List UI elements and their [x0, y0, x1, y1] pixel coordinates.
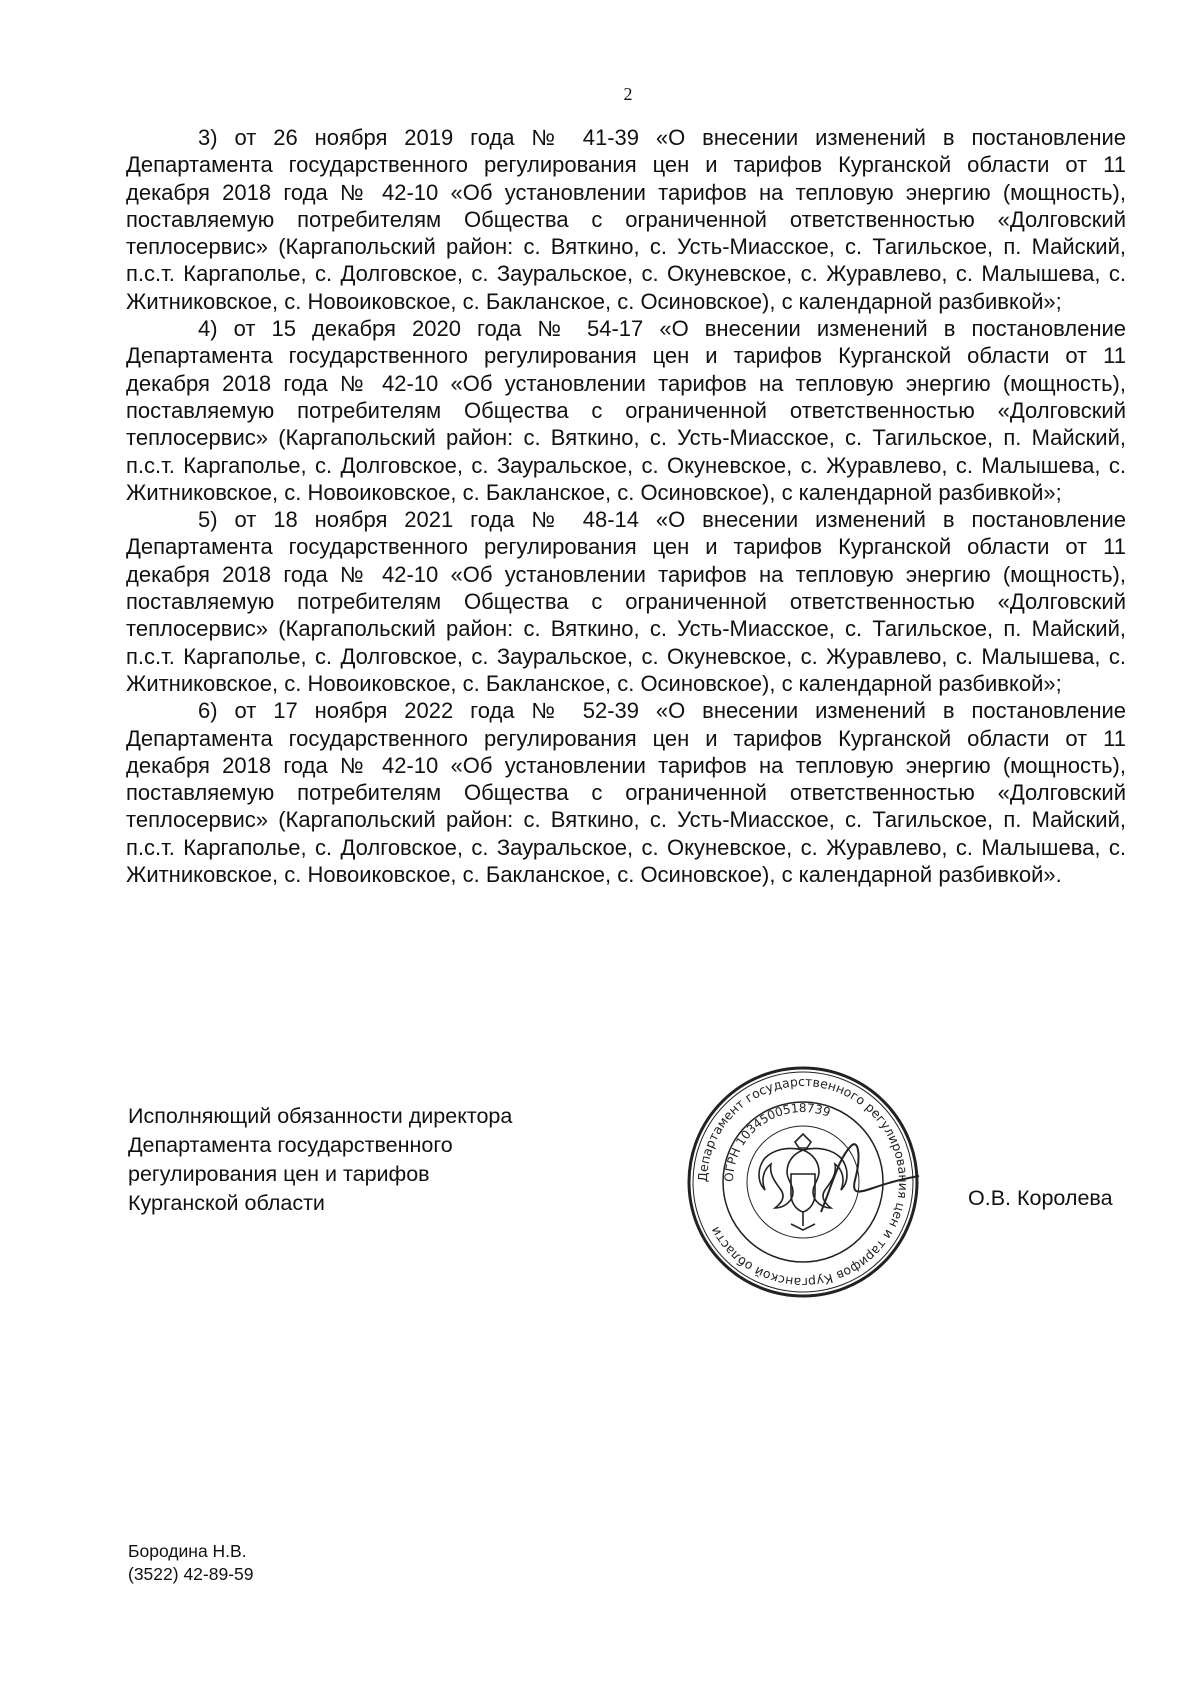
signatory-position-line: Курганской области	[128, 1191, 325, 1215]
seal-inner-text: ОГРН 1034500518739	[721, 1100, 833, 1183]
official-seal	[683, 1062, 923, 1302]
signatory-position	[128, 1102, 512, 1218]
list-item: 6) от 17 ноября 2022 года № 52-39 «О внесении изменений в постановление Департамента государственного регулирования цен и тарифов Курганской области от 11 декабря 2018 года № 42-10 «Об установлении тарифов на тепловую энергию (мощность), поставляемую потребителям Общества с ограниченной ответственностью «Долговский теплосервис» (Каргапольский район: с. Вяткино, с. Усть-Миасское, с. Тагильское, п. Майский, п.с.т. Каргаполье, с. Долговское, с. Зауральское, с. Окуневское, с. Журавлево, с. Малышева, с. Житниковское, с. Новоиковское, с. Бакланское, с. Осиновское), с календарной разбивкой».	[126, 698, 1126, 888]
seal-outer-text: Департамент государственного регулирования цен и тарифов Курганской области	[694, 1073, 912, 1291]
document-body	[126, 124, 1126, 888]
page-number: 2	[623, 84, 633, 104]
executor-name: Бородина Н.В.	[128, 1541, 247, 1561]
list-item: 4) от 15 декабря 2020 года № 54-17 «О внесении изменений в постановление Департамента государственного регулирования цен и тарифов Курганской области от 11 декабря 2018 года № 42-10 «Об установлении тарифов на тепловую энергию (мощность), поставляемую потребителям Общества с ограниченной ответственностью «Долговский теплосервис» (Каргапольский район: с. Вяткино, с. Усть-Миасское, с. Тагильское, п. Майский, п.с.т. Каргаполье, с. Долговское, с. Зауральское, с. Окуневское, с. Журавлево, с. Малышева, с. Житниковское, с. Новоиковское, с. Бакланское, с. Осиновское), с календарной разбивкой»;	[126, 316, 1126, 505]
signatory-position-line: Исполняющий обязанности директора	[128, 1104, 513, 1128]
list-item: 3) от 26 ноября 2019 года № 41-39 «О внесении изменений в постановление Департамента государственного регулирования цен и тарифов Курганской области от 11 декабря 2018 года № 42-10 «Об установлении тарифов на тепловую энергию (мощность), поставляемую потребителям Общества с ограниченной ответственностью «Долговский теплосервис» (Каргапольский район: с. Вяткино, с. Усть-Миасское, с. Тагильское, п. Майский, п.с.т. Каргаполье, с. Долговское, с. Зауральское, с. Окуневское, с. Журавлево, с. Малышева, с. Житниковское, с. Новоиковское, с. Бакланское, с. Осиновское), с календарной разбивкой»;	[126, 125, 1126, 314]
signatory-position-line: Департамента государственного	[128, 1133, 453, 1157]
signatory-position-line: регулирования цен и тарифов	[128, 1162, 430, 1186]
list-item: 5) от 18 ноября 2021 года № 48-14 «О внесении изменений в постановление Департамента государственного регулирования цен и тарифов Курганской области от 11 декабря 2018 года № 42-10 «Об установлении тарифов на тепловую энергию (мощность), поставляемую потребителям Общества с ограниченной ответственностью «Долговский теплосервис» (Каргапольский район: с. Вяткино, с. Усть-Миасское, с. Тагильское, п. Майский, п.с.т. Каргаполье, с. Долговское, с. Зауральское, с. Окуневское, с. Журавлево, с. Малышева, с. Житниковское, с. Новоиковское, с. Бакланское, с. Осиновское), с календарной разбивкой»;	[126, 507, 1126, 696]
executor-phone: (3522) 42-89-59	[128, 1564, 254, 1584]
coat-of-arms-icon	[759, 1134, 847, 1230]
signer-name: О.В. Королева	[968, 1186, 1113, 1210]
executor-info	[128, 1540, 254, 1586]
